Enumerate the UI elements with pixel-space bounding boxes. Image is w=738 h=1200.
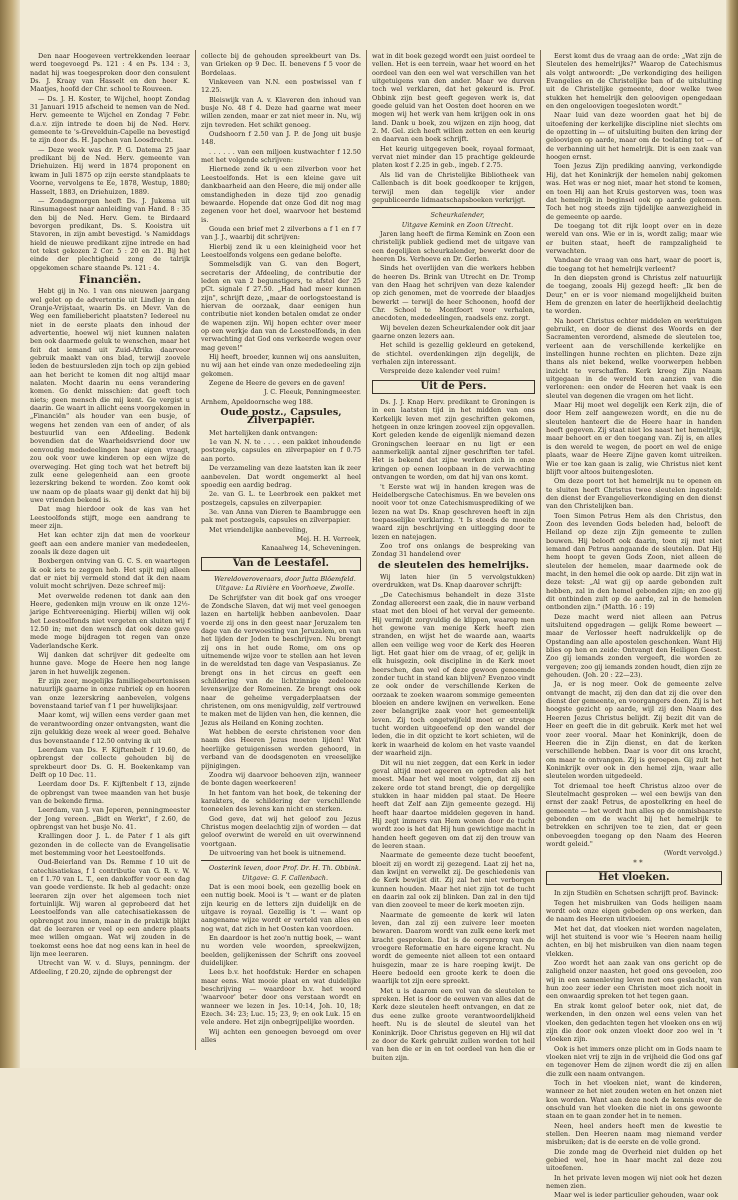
paragraph: Met hartelijken dank ontvangen:	[209, 428, 318, 437]
column-2	[201, 52, 361, 1052]
paragraph: Hij heeft, broeder, kunnen wij ons aansluiten, nu wij aan het einde van onze mededeeling zijn gekomen.	[201, 353, 361, 378]
paragraph: Jaren lang heeft de firma Kemink en Zoon een christelijk publiek gediend met de uitgave van een degelijken scheurkalender, bewerkt door de heeren Ds. Verhoeve en Dr. Gerlen.	[372, 229, 535, 263]
paragraph: . . . . . . van een miljoen kustwachter f 12.50 met het volgende schrijven:	[201, 147, 361, 165]
paragraph: Dit wil nu niet zeggen, dat een Kerk in ieder geval altijd moet ageeren en optreden als het moest. Maar het wel moet volgen, dat zij een zekere orde tot stand brengt, die op dergelijke stukken in haar midden pal staat. De Heere heeft dat Zelf aan Zijn gemeente gezegd. Hij heeft haar daartoe middelen gegeven in hand. Hij zegt immers van Hem wonen door de tucht wordt zoo is het dat Hij hun gewichtige macht in handen heeft gegeven om dat zij den trouw van de leeren staan.	[372, 758, 535, 850]
paragraph: Hierbij zend ik u een kleinigheid voor het Leestoelfonds volgens een gedane belofte.	[201, 242, 361, 259]
paragraph: Oudshoorn f 2.50 van J. P. de Jong uit busje 148.	[201, 130, 361, 147]
paragraph: De verzameling van deze laatsten kan ik zeer aanbevelen. Dat wordt ongemerkt al heel spoedig een aardig bedrag.	[201, 464, 361, 489]
paragraph: Zoo trof ons onlangs de bespreking van Zondag 31 handelend over	[372, 541, 535, 559]
paragraph: In het private leven mogen wij niet ook het dezen nemen zien.	[546, 1173, 722, 1191]
paragraph: Oud-Beierland van Ds. Remme f 10 uit de catechisatiekas, f 1 contributie van G. R. v. W. en f 1.70 van L. T., een dankoffer voor een dag van goede verdienste. Ik heb al gedacht: onze leeraren zijn over het algemeen toch niet fortuinlijk. Wij waren al geprobeerd dat het Leestoelfonds van alle catechisatiekassen de opbrengst zou innen, maar in de praktijk blijkt dat de leeraren er veel op een andere plaats mee willen omgaan. Wat wij zouden in de toekomst eens hoe dat nog eens kan in heel de lijn mee leeraren.	[30, 858, 190, 959]
right-page-edge	[726, 0, 738, 1068]
paragraph: Dat is een mooi boek, een gezellig boek en een nuttig boek. Mooi is 't — want er de platen zijn keurig en de letters zijn duidelijk en de uitgave is royaal. Gezellig is 't — want op aangename wijze wordt er verteld van alles en nog wat, dat zich in het Oosten kan voordoen.	[201, 882, 361, 933]
column-4	[546, 52, 722, 1200]
paragraph: Toen Jezus Zijn prediking aanving, verkondigde Hij, dat het Koninkrijk der hemelen nabij gekomen was. Het was er nog niet, maar het stond te komen, en toen Hij aan het Kruis gestorven was, toen was dat hemelrijk in beginsel ook op aarde gekomen. Toch het nog steeds zijn tijdelijke aanwezigheid in de gemeente op aarde.	[546, 162, 722, 221]
paragraph: En strak komt geloof beter ook, niet dat, de werkenden, in den onzen wel eens velen van het vloeken, den gedachten tegen het vloeken ons en wij zijn die door ook onzen vloekt door zoo wel in 't vloeken zijn.	[546, 1001, 722, 1044]
paragraph: In zijn Studiën en Schetsen schrijft prof. Bavinck:	[554, 889, 719, 898]
section-heading-het-vloeken: Het vloeken.	[546, 871, 722, 885]
paragraph: De Schrijfster van dit boek gaf ons vroeger de Zondsche Slaven, dat wij met veel genoegen lazen en hartelijk hebben aanbevolen. Daar voerde zij ons in den geest naar Jeruzalem ten dage van de verwoesting van Jeruzalem, en van het lijden der Joden te beschrijven. Nu brengt zij ons in het oude Rome, om ons op uitnemende wijze voor te stellen aan het leven in de wereldstad ten dage van Vespasianus. Ze brengt ons in het circus en geeft een schildering van de lichtzinnige zedelooze levenswijze der Romeinen. Ze brengt ons ook naar de geheime vergaderplaatsen der christenen, om ons menigvuldig, zelf vertrouwd te maken met de lijden van hen, die kennen, die Jezus als Heiland en Koning zochten.	[201, 593, 361, 727]
paragraph: — Deze week was dr. P. G. Datema 25 jaar predikant bij de Ned. Herv. gemeente van Driehuizen. Hij werd in 1874 proponent en kwam in Juli 1875 op zijn eerste standplaats te Voorne, vervolgens te Ee, 1878, Westup, 1880; Hasselt, 1883, en Driehuizen, 1889.	[30, 145, 190, 196]
book-title: Wereldoveroveraars, door Jutta Blöemfeld.	[214, 574, 356, 583]
paragraph: Maar wel is ieder particulier gehouden, waar ook	[554, 1191, 719, 1200]
signature-address: Kanaalweg 14, Scheveningen.	[261, 544, 361, 553]
paragraph: Wij danken dat schrijver dit gedeelte om hunne gave. Moge de Heere hen nog lange jaren in het huwelijk zegenen.	[30, 651, 190, 676]
section-heading-uit-de-pers: Uit de Pers.	[372, 380, 535, 394]
section-heading-postzegels: Oude postz., Capsules, Zilverpapier.	[220, 407, 342, 427]
paragraph: Boxbergen ontving van G. C. S. en waartegen ik ook iets te zeggen heb. Het spijt mij alleen dat er niet bij vermeld stond dat ik den naam voluit mocht schrijven. Deze schreef mij:	[30, 557, 190, 591]
paragraph: Vinkeveen van N.N. een postwissel van f 12.25.	[201, 78, 361, 95]
paragraph: Het schild is gezellig gekleurd en getekend, de stichtel. overdenkingen zijn degelijk, de verhalen zijn interessant.	[372, 341, 535, 367]
paragraph: Toen Simon Petrus Hem als den Christus, den Zoon des levenden Gods beleden had, belooft de Heiland op deze zijn Zijn gemeente te zullen bouwen. Hij belooft ook daarin, toen zij met niet iemand dan Petrus aangaande de sleutelen. Dat Hij hem hoopt te geven Gods Zoon, niet alleen de sleutelen der hemelen, maar daarmede ook de macht, in den hemel die ook op aarde. Dit zijn wat in deze tekst: „Al wat gij op aarde gebonden zult hebben, zal in den hemel gebonden zijn; en zoo gij dit ontbinden zult op de aarde, zal in de hemelen ontbonden zijn." (Matth. 16 : 19)	[546, 511, 722, 612]
paragraph: Leerdam, van J. van Jeperen, penningmeester der Jong vereen. „Bidt en Werkt", f 2.60, de opbrengst van het busje No. 41.	[30, 806, 190, 831]
paragraph: Ook is het immers onze plicht om in Gods naam te vloeken niet vrij te zijn in de vrijheid die God ons gaf en tegenover Hem de zijnen wordt die zij en allen die zulk een naam ontvangen.	[546, 1044, 722, 1078]
paragraph: Het kan echter zijn dat men de voorkeur geeft aan een andere manier van mededeelen, zooals ik deze dagen uit	[30, 531, 190, 556]
paragraph: Maar Hij moet wel degelijk een Kerk zijn, die of door Hem zelf aangewezen wordt, en die nu de sleutelen hanteert die de Heere haar in handen heeft gegeven. Zij staat niet los naast het hemelrijk, maar behoort en er den toegang van. Zij is, en alles is den wereld te wegen, de poort en wel de enige plaats, waar de Heere Zijne gaven komt uitreiken. Wie er toe kan gaan is zalig, wie Christus niet kent blijft voor altoos buitengesloten.	[546, 401, 722, 476]
paragraph: En daardoor is het zoo'n nuttig boek, — want nu worden vele woorden, spreekwijzen, beelden, gelijkenissen der Schrift ons zooveel duidelijker.	[201, 934, 361, 968]
paragraph: Neen, heel anders heeft men de kwestie te stellen. Den Heeren naam mag niemand verder misbruiken; dat is de eerste en de volle grond.	[546, 1121, 722, 1147]
paragraph: Er zijn zeer, mogelijks familiegebeurtenissen natuurlijk gaarne in onze rubriek op en hooren van onze lezerskring aanbevelen, volgens bovenstaand tarief van f 1 per huwelijksjaar.	[30, 677, 190, 711]
paragraph: Utrecht van W. v. d. Sluys, penningm. der Afdeeling, f 20.20, zijnde de opbrengst der	[30, 959, 190, 976]
paragraph: Met het dat, dat vloeken niet worden nagelaten, wijl het stuitend is voor wie 's Heeren naam heilig achten, en bij het misbruiken van dien naam tegen vlekken.	[546, 924, 722, 958]
paragraph: Leerdam door Ds. F. Kijftenbelt f 13, zijnde de opbrengst van twee maanden van het busje van de bekende firma.	[30, 780, 190, 805]
signature-address: Arnhem, Apeldoornsche weg 188.	[201, 397, 313, 406]
book-publisher: Uitgave: La Rivière en Voorhoeve, Zwolle.	[215, 584, 355, 593]
signature: J. C. Fleeuk, Penningmeester.	[263, 388, 361, 397]
paragraph: wat in dit boek gezegd wordt een juist oordeel te vellen. Het is een terrein, waar het woord en het oordeel van den een wel wat verschillen van het uitgetuigens van den ander. Maar we durven toch wel verklaren, dat het gekeurd is. Prof. Obbink zijn best geeft gegeven werk is, dat goede geluid van het Oosten doet hooren en we mogen wij het werk van hem krijgen ook in ons land. Dank u boek, zou wijzen en zijn hoog, dat 2. M. Gel. zich heeft willen zetten en een keurig en daarvan een boek schrijft.	[372, 52, 535, 144]
paragraph: In het fantom van het boek, de tekening der karakters, de schildering der verschillende tooneelen des levens kan nicht en sterken.	[201, 788, 361, 814]
paragraph: De uitvoering van het boek is uitnemend.	[209, 848, 346, 857]
paragraph: Gouda een brief met 2 zilverbons a f 1 en f 7 van J. J., waarbij dit schrijven:	[201, 224, 361, 242]
paragraph: Den naar Hoogeveen vertrekkenden leeraar werd toegevoegd Ps. 121 : 4 en Ps. 134 : 3, nadat hij was toegesproken door den consulent Ds. J. Kraay van Hasselt en den heer K. Maatjes, hoofd der Chr. school te Rouveen.	[30, 52, 190, 94]
paragraph: Vandaar de vraag van ons hart, waar de poort is, die toegang tot het hemelrijk verleent?	[546, 256, 722, 273]
book-title: Oosterink leven, door Prof. Dr. H. Th. Obbink.	[209, 864, 361, 873]
paragraph: — Zondagmorgen heeft Ds. J. Jukema uit Rinsumageest naar aanleiding van Hand. 8 : 35 den bij de Ned. Herv. Gem. te Birdaard bevorgen predikant, Ds. S. Kooistra uit Stavoren, in zijn ambt bevestigd. 's Namiddags hield de nieuwe predikant zijne intrede en had tot tekst gekozen 2 Cor. 5 : 20 en 21. Bij het einde der plechtigheid zong de talrijk opgekomen schare staande Ps. 121 : 4.	[30, 196, 190, 272]
paragraph: Met vriendelijke aanbeveling,	[209, 525, 308, 534]
book-title: Scheurkalender,	[430, 211, 485, 220]
paragraph: collecte bij de gehouden spreekbeurt van Ds. van Grieken op 9 Dec. II. benevens f 5 voor de Bordelaas.	[201, 52, 361, 77]
book-publisher: Uitgave Kemink en Zoon Utrecht.	[401, 220, 514, 229]
paragraph: Tot driemaal toe heeft Christus alzoo over de Sleutelmacht gesproken — wel een bewijs van den ernst der zaak! Petrus, de apostelkring en heel de gemeente — het wordt hun alles op de onmisbaarste gebonden om de wacht bij het hemelrijk te betrekken en schrijven toe te zien, dat er geen onbevoegden toegang op den Naam des Heeren wordt geleid."	[546, 781, 722, 848]
column-rule	[540, 50, 541, 1050]
paragraph: Maar komt, wij willen eens verder gaan met de verantwoording onzer ontvangsten, want die zijn gelukkig deze week al weer goed. Behalve dus bovenstaande f 12.50 ontving ik uit	[30, 711, 190, 745]
column-rule	[366, 50, 367, 1050]
paragraph: 3e. van Anna van Dieren te Baambrugge een pak met postzegels, capsules en zilverpapier.	[201, 507, 361, 525]
paragraph: Ja, er is nog meer. Ook de gemeente zelve ontvangt de macht, zij den dan dat zij die over den dienst der gemeente, en voorgangers doen. Zij is het hoogste gezicht op aarde, wijl zij den Naam des Heeren Jezus Christus belijdt. Zij bezit dit van de Heer en geeft die in dit gebruik. Kerk met het wel voor zeer vooral. Maar het Koninkrijk, doen de Heeren die in Zijn dienst, en dat de kerken verschillende hebben. Daar is voor dit ons kracht, om maar te ontvangen. Zij is geroepen. Gij zult het Koninkrijk over ook in den hemel zijn, waar alle sleutelen worden uitgedeeld.	[546, 680, 722, 781]
paragraph: Met overwelde redenen tot dank aan den Heere, gedenken mijn vrouw en ik onze 12½-jarige Echtvereeniging. Hierbij willen wij ook het Leestoelfonds niet vergeten en sluiten wij f 12.50 in; met den wensch dat ook deze gave mede moge bijdragen tot regen van onze Vaderlandsche Kerk.	[30, 591, 190, 650]
paragraph: Zegene de Heere de gevers en de gaven!	[209, 379, 346, 388]
column-1	[30, 52, 190, 1052]
divider	[201, 860, 361, 861]
paragraph: Verspreide deze kalender veel ruim!	[380, 367, 501, 376]
paragraph: Leerdam van Ds. F. Kijftenbelt f 19.60, de opbrengst der collecte gehouden bij de sprekbeurt door Ds. G. H. Boekenkamp van Delft op 10 Dec. 11.	[30, 745, 190, 779]
subheading-sleutelen: de sleutelen des hemelrijks.	[378, 559, 529, 571]
paragraph: Toch in het vloeken niet, want de kinderen, wanneer ze het niet zouden weten en het onzen niet kon worden. Want aan deze noch de kennis over de onschuld van het vloeken die niet in ons gewoonte staan en te gaan zonder het in te nemen.	[546, 1078, 722, 1121]
paragraph: Bleiswijk van A. v. Klaveren den inhoud van busje No. 48 f 4. Deze had gaarne wat meer willen zenden, maar er zat niet meer in. Nu, wij zijn tevreden. Het schikt genoeg.	[201, 95, 361, 129]
paragraph: Sinds het overlijden van die werkers hebben de heeren Ds. Brink van Utrecht en Dr. Tromp van den Haag het schrijven van deze kalender op zich genomen, met de voorrede der blaadjes bewerkt — terwijl de heer Schoonen, hoofd der Chr. School te Montfoort voor verhalen, anecdoten, mededeelingen, raadsels enz. zorgt.	[372, 264, 535, 323]
paragraph: In den diepsten grond is Christus zelf natuurlijk de toegang, zooals Hij gezegd heeft: „Ik ben de Deur," en er is voor niemand mogelijkheid buiten Hem de grenzen en later de heerlijkheid deelachtig te worden.	[546, 273, 722, 316]
left-page-edge	[0, 0, 20, 1068]
paragraph: Hiernede zend ik u een zilverbon voor het Leestoelfonds. Het is een kleine gave uit dankbaarheid aan den Heere, die mij onder alle omstandigheden in deze tijd zoo genadig bewaarde. Hopende dat onze God dit nog mag zegenen voor het doel, waarvoor het bestemd is.	[201, 165, 361, 224]
section-heading-financien: Financiën.	[78, 273, 142, 286]
section-heading-leestafel: Van de Leestafel.	[201, 557, 361, 571]
paragraph: Eerst komt dus de vraag aan de orde: „Wat zijn de Sleutelen des hemelrijks?" Waarop de Catechismus als volgt antwoordt: „De verkondiging des heiligen Evangelies en de Christelijke ban of de uitsluiting uit de Christelijke gemeente, door welke twee stukken het hemelrijk den geloovigen opengedaan en den ongeloovigen toegesloten wordt."	[546, 52, 722, 111]
column-3	[372, 52, 535, 1062]
paragraph: Ds. J. J. Knap Herv. predikant te Groningen is in een laatsten tijd in het midden van ons Kerkelijk leven met zijn geschriften gekomen, hetgeen in onze kringen zooveel zijn opgevallen. Kort geleden kende de eigenlijk niemand dezen Groningschen leeraar en nu ligt er een aanmerkelijk aantal zijner geschriften ter tafel. Het is bekend dat zijne werken zich in onze kringen op eenen loopbaan in de verwachting ontvangen te worden, om dat hij van ons komt.	[372, 398, 535, 482]
paragraph: De toegang tot dit rijk loopt over en in deze wereld van ons. Wie er in is, wordt zalig; maar wie er buiten staat, heeft de rampzaligheid te verwachten.	[546, 221, 722, 255]
paragraph: Het keurig uitgegeven boek, royaal formaat, vervat niet minder dan 15 prachtige gekleurde platen kost f 2.25 in geb., ingeb. f 2.75.	[372, 144, 535, 170]
paragraph: Wij bevelen dezen Scheurkalender ook dit jaar gaarne onzen lezers aan.	[372, 323, 535, 340]
signature: Mej. H. H. Verreek,	[296, 534, 361, 543]
paragraph: „De Catechismus behandelt in deze 31ste Zondag allereerst een zaak, die in nauw verband staat met den bloei of het verval der gemeente. Hij vermijdt zorgvuldig de klippen, waarop men het gewone van menige Kerk heeft zien stranden, en wijst het de waarde aan, waarts allen een veilige weg voor de Kerk des Heeren ligt. Het gaat hier om de vraag, of er, gelijk in elk huisgezin, ook discipline in de Kerk moet heerschen, dan wel of deze gewoon genoemde zonder tucht in stand kan blijven? Evenzoo vindt ze ook onder de verschillende Kerken de oorzaak te zoeken waarom sommige gemeenten bloeien en andere kwijnen en verwelken. Eene zeer belangrijke zaak voor het gemeentelijk leven. Zij toch ongetwijfeld moet er strenge tucht worden uitgeoefend op den wandel der leden, die in dit opzicht te kort schieten, wil de kerk in waarheid de kolom en het vaste vaandel der waarheid zijn.	[372, 590, 535, 758]
paragraph: Sommelsdijk van G. van den Bogert, secretaris der Afdeeling, de contributie der leden en van 2 begunstigers, te afstel der 25 pCt. signale f 27.50. „Had had meer kunnen zijn", schrijft deze, „maar de oorlogstoestand is hiervan de oorzaak, daar eenigen hun contributie niet konden betalen omdat ze onder de wapenen zijn. Wij hopen echter over meer op een werkje dan van de Leestoelfonds, in den verwachting dat God ons verkeerde wegen over mag geven!"	[201, 260, 361, 352]
paragraph: 't Eerste wat wij in handen kregen was de Heidelbergsche Catechismus. En we bevelen ons nooit voor tot onze Catechismusprediking of we lezen na wat Ds. Knap geschreven heeft in zijn toepasselijke verklaring. 't Is steeds de moeite waard zijn beschrijving en uitlegging door te lezen en natejagen.	[372, 482, 535, 541]
paragraph: Hebt gij in No. 1 van ons nieuwen jaargang wel gelet op de advertentie uit Lindley in den Oranje-Vrijstaat, waarin Ds. en Mevr. Van de Weg een familiebericht plaatsten? Iedereel nu niet in de eerste plaats den inhoud der advertentie, hoewel wij niet kunnen nalaten ben ook daarmede geluk te wenschen, maar het feit dat iemand uit Zuid-Afrika daarvoor gebruik maakt van ons blad, terwijl zoovele leden de bestuursleden zijn toch op zijn gebied aan het bericht te komen dit nog altijd maar nalaten. Mocht daarin nu eens verandering komen. Go denkt misschien: dat geeft toch niets; geen mensch die mij kent. Ge vergist u daarin. Ge waart in allicht eens voorgekomen in „Financiën" als houder van een busje, of wegens het zenden van een of ander, of als bestuurlid van een Afdeeling. Bedenk bovendien dat de Waarheidsvriend door uw eenvoudig mededeelingen haar eigen vraagt, zou ook voor uwe kinderen op een wijze de overweging. Het ging toch wat het betreft bij zulk eene gelegenheid aan een groote lezerskring bekend te worden. Zoo komt ook uw naam op de plaats waar gij denkt dat hij bij uwe vrienden bekend is.	[30, 287, 190, 504]
continued-note: (Wordt vervolgd.)	[663, 849, 722, 858]
paragraph: Wat hebben de eerste christenen voor den naam des Heeren Jezus moeten lijden! Wat heerlijke getuigenissen werden gehoord, in verband van de doodsgenoten en vreeselijke pijnigingen.	[201, 728, 361, 770]
paragraph: Na hoort Christus echter middelen en werktuigen gebruikt, en door de dienst des Woords en der Sacramenten verordend, alsmede de sleutelen toe, verleent aan de verschillende kerkelijke en instellingen hunne rechten en plichten. Deze zijn thans als niet bekend, welke voorwerpen hebben inzicht te verschaffen. Kerk kreeg Zijn Naam uitgegaan in de wereld ten aanzien van die verlorenen: een onder de Heeren het vaak is een sleutel van degenen die vragen om het licht.	[546, 316, 722, 400]
paragraph: Tegen het misbruiken van Gods heiligen naam wordt ook onze eigen gebeden op ons werken, dan de naam des Heeren uitvloeien.	[546, 898, 722, 924]
paragraph: — Ds. J. H. Koster, te Wijchel, hoopt Zondag 31 Januari 1915 afscheid te nemen van de Ned. Herv. gemeente te Wijchel en Zondag 7 Febr. d.a.v. zijn intrede te doen bij de Ned. Herv. gemeente te 's-Grevelduin-Capelle na bevestigd te zijn door ds. H. Japchen van Loosdrecht.	[30, 94, 190, 145]
paragraph: Naar luid van deze woorden gaat het bij de uitoefening der kerkelijke discipline niet slechts om de opzetting in — of uitsluiting buiten den kring der geloovigen op aarde, maar om de toelating tot — of de verbanning uit het hemelrijk. Dit is een zaak van hoogen ernst.	[546, 111, 722, 162]
paragraph: Zoo wordt het aan zaak van ons gericht op de zaligheid onzer naasten, het goed ons gevoelen, zoo wij in een samenleving leven met ons geslacht, van hun zoo zeer ieder een Christen moet zich nooit in een onwaardig spreken tot het tegen gaan.	[546, 959, 722, 1001]
paragraph: 1e van N. N. te . . . . een pakket inhoudende postzegels, capsules en zilverpapier en f 0.75 aan porto.	[201, 438, 361, 463]
paragraph: Die zonde mag de Overheid niet dulden op het gebied wel, hoe in haar macht zal deze zou uitoefenen.	[546, 1147, 722, 1173]
divider	[372, 207, 535, 208]
paragraph: Wij achten een genoegen bevoegd om over alles	[201, 1027, 361, 1045]
paragraph: Naarmate de gemeente de kerk wil laten leven, dan zal zij een zuivere leer moeten bewaren. Daarom wordt van zulk eene kerk met kracht gesproken. Dat is de oorsprong van de vroegere Reformatie en hare eigene kracht. Nu wordt de gemeente niet alleen tot een ontaard huisgezin, maar ze is hare roeping kwijt. De Heere bedoeld een groote kerk te doen die waarlijk tot zijn eere spreekt.	[372, 910, 535, 986]
paragraph: God geve, dat wij het geloof zou Jezus Christus mogen deelachtig zijn of worden — dat geloof overwint de wereld en uit overwinnend voortgaan.	[201, 814, 361, 848]
paragraph: Om deze poort tot het hemelrijk nu te openen en te sluiten heeft Christus twee sleutelen ingesteld: den dienst der Evangelieverkondiging en den dienst van den Christelijken ban.	[546, 477, 722, 511]
paragraph: Lees b.v. het hoofdstuk: Herder en schapen maar eens. Wat mooie plaat en wat duidelijke beschrijving — waardoor b.v. het woord 'waarvoor' beter door ons verstaan wordt en wanneer we lezen in Jes. 10:14, Joh. 10, 18; Ezech. 34: 23; Luc. 15; 23, 9; en ook Luk. 15 en vele andere. Het zijn onbegrijpelijke woorden.	[201, 968, 361, 1027]
paragraph: Met u is daarom een vol van de sleutelen te spreken. Het is door de eeuwen van alles dat de Kerk deze sleutelen heeft ontvangen, en dat ze dus eene zulke groote verantwoordelijkheid heeft. Nu is de sleutel de sleutel van het Koninkrijk. Door Christus gegeven en Hij wil dat ze door de Kerk gebruikt zullen worden tot heil van hen die er in en tot oordeel van hen die er buiten zijn.	[372, 986, 535, 1062]
paragraph: 2e. van G. L. te Leerbroek een pakket met postzegels, capsules en zilverpapier.	[201, 490, 361, 507]
paragraph: Zoodra wij daarvoor behoeven zijn, wanneer de bonte dagen weerkeeren!	[201, 770, 361, 788]
paragraph: Wij laten hier (in 5 vervolgstukken) overdrukken, wat Ds. Knap daarover schrijft:	[372, 572, 535, 590]
paragraph: Als lid van de Christelijke Bibliotheek van Callenbach is dit boek goedkooper te krijgen, terwijl men dan tegelijk vier ander gepubliceerde lidmaatschapsboeken verkrijgt.	[372, 170, 535, 204]
paragraph: Naarmate de gemeente deze tucht beoefent, bloeit zij en wordt zij gezegend. Laat zij het na, dan kwijnt en verwelkt zij. De geschiedenis van de Kerk bewijst dit. Zij zal het niet verborgen kunnen houden. Maar het niet zijn tot de tucht en daarin zal ook zij blinken. Dan zal in den tijd van dien zooveel te meer de kerk moeten zijn.	[372, 851, 535, 910]
paragraph: Krallingen door J. L. de Pater f 1 als gift gezonden in de collecte van de Evangelisatie met bestemming voor het Leestoelfonds.	[30, 832, 190, 857]
paragraph: Deze macht werd niet alleen aan Petrus uitsluitend opgedragen — gelijk Rome beweert — maar de Verlosser heeft nadrukkelijk op de Opstanding aan alle apostelen geschonken. Want Hij blies op hen en zeide: Ontvangt den Heiligen Geest. Zoo gij iemands zonden vergeeft, die worden ze vergeven; zoo gij iemands zonden houdt, dien zijn ze gehouden. (Joh. 20 : 22—23).	[546, 612, 722, 680]
paragraph: Dat mag hierdoor ook de kas van het Leestoolfonds stijft, moge een aandrang te meer zijn.	[30, 505, 190, 530]
column-rule	[195, 50, 196, 1050]
book-publisher: Uitgave: G. F. Callenbach.	[241, 873, 329, 882]
section-separator: * *	[633, 858, 643, 867]
